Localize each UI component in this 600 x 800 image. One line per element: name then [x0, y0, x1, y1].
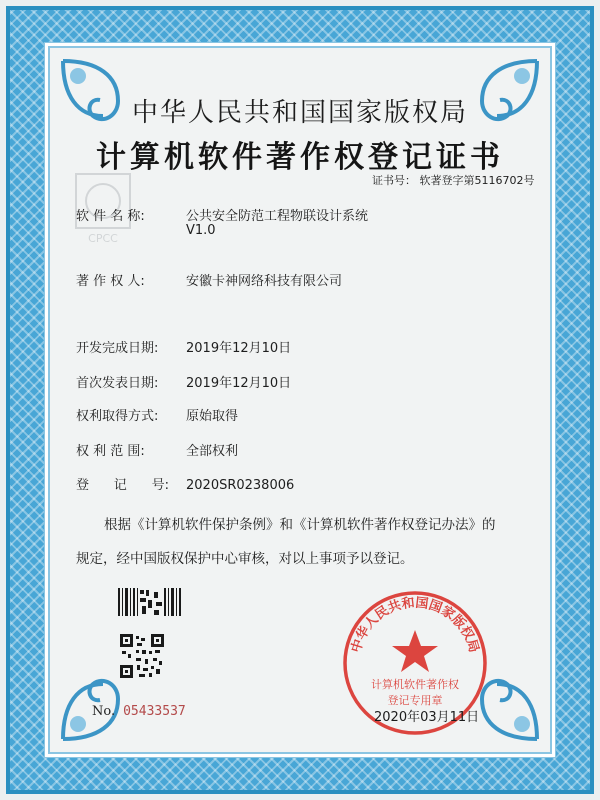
- field-value: 全部权利: [186, 444, 239, 459]
- seal-line-1: 计算机软件著作权: [371, 678, 459, 691]
- field-label: 首次发表日期:: [76, 376, 159, 391]
- field-copyright-owner: [76, 270, 342, 289]
- svg-text:CPCC: CPCC: [88, 232, 118, 245]
- field-value: 安徽卡神网络科技有限公司: [186, 274, 343, 289]
- barcode-icon: [118, 588, 182, 616]
- field-rights-scope: [76, 440, 238, 459]
- field-label: 软 件 名 称:: [76, 209, 145, 224]
- field-label: 开发完成日期:: [76, 341, 159, 356]
- field-value: 2019年12月10日: [186, 341, 292, 356]
- authority-title: 中华人民共和国国家版权局: [131, 98, 468, 128]
- field-registration-number: [76, 474, 294, 493]
- statement-line-2: 规定，经中国版权保护中心审核，对以上事项予以登记。: [76, 551, 414, 567]
- field-label: 权 利 范 围:: [76, 444, 145, 459]
- serial-value: 05433537: [123, 704, 186, 719]
- field-software-name: [76, 205, 368, 224]
- field-label: 著 作 权 人:: [76, 274, 145, 289]
- serial-number: [92, 704, 186, 719]
- certificate-number: 证书号： 软著登字第5116702号: [372, 174, 535, 187]
- seal-star-icon: [392, 630, 438, 672]
- issue-date: 2020年03月11日: [374, 710, 480, 725]
- seal-line-2: 登记专用章: [387, 694, 443, 707]
- seal-ring-text: 中华人民共和国国家版权局: [348, 595, 482, 655]
- field-value: V1.0: [186, 223, 216, 238]
- certificate-title: 计算机软件著作权登记证书: [96, 140, 504, 175]
- qr-code-icon: [120, 634, 164, 678]
- serial-prefix: No.: [92, 704, 116, 719]
- field-value: 公共安全防范工程物联设计系统: [186, 209, 369, 224]
- field-label: 权利取得方式:: [76, 409, 159, 424]
- field-completion-date: [76, 337, 291, 356]
- field-publication-date: [76, 372, 291, 391]
- field-value: 2020SR0238006: [186, 478, 295, 493]
- statement-line-1: 根据《计算机软件保护条例》和《计算机软件著作权登记办法》的: [104, 517, 496, 533]
- field-software-version: [186, 223, 216, 238]
- field-value: 2019年12月10日: [186, 376, 292, 391]
- field-acquisition-method: [76, 405, 238, 424]
- field-label: 登 记 号:: [76, 478, 169, 493]
- field-value: 原始取得: [186, 409, 239, 424]
